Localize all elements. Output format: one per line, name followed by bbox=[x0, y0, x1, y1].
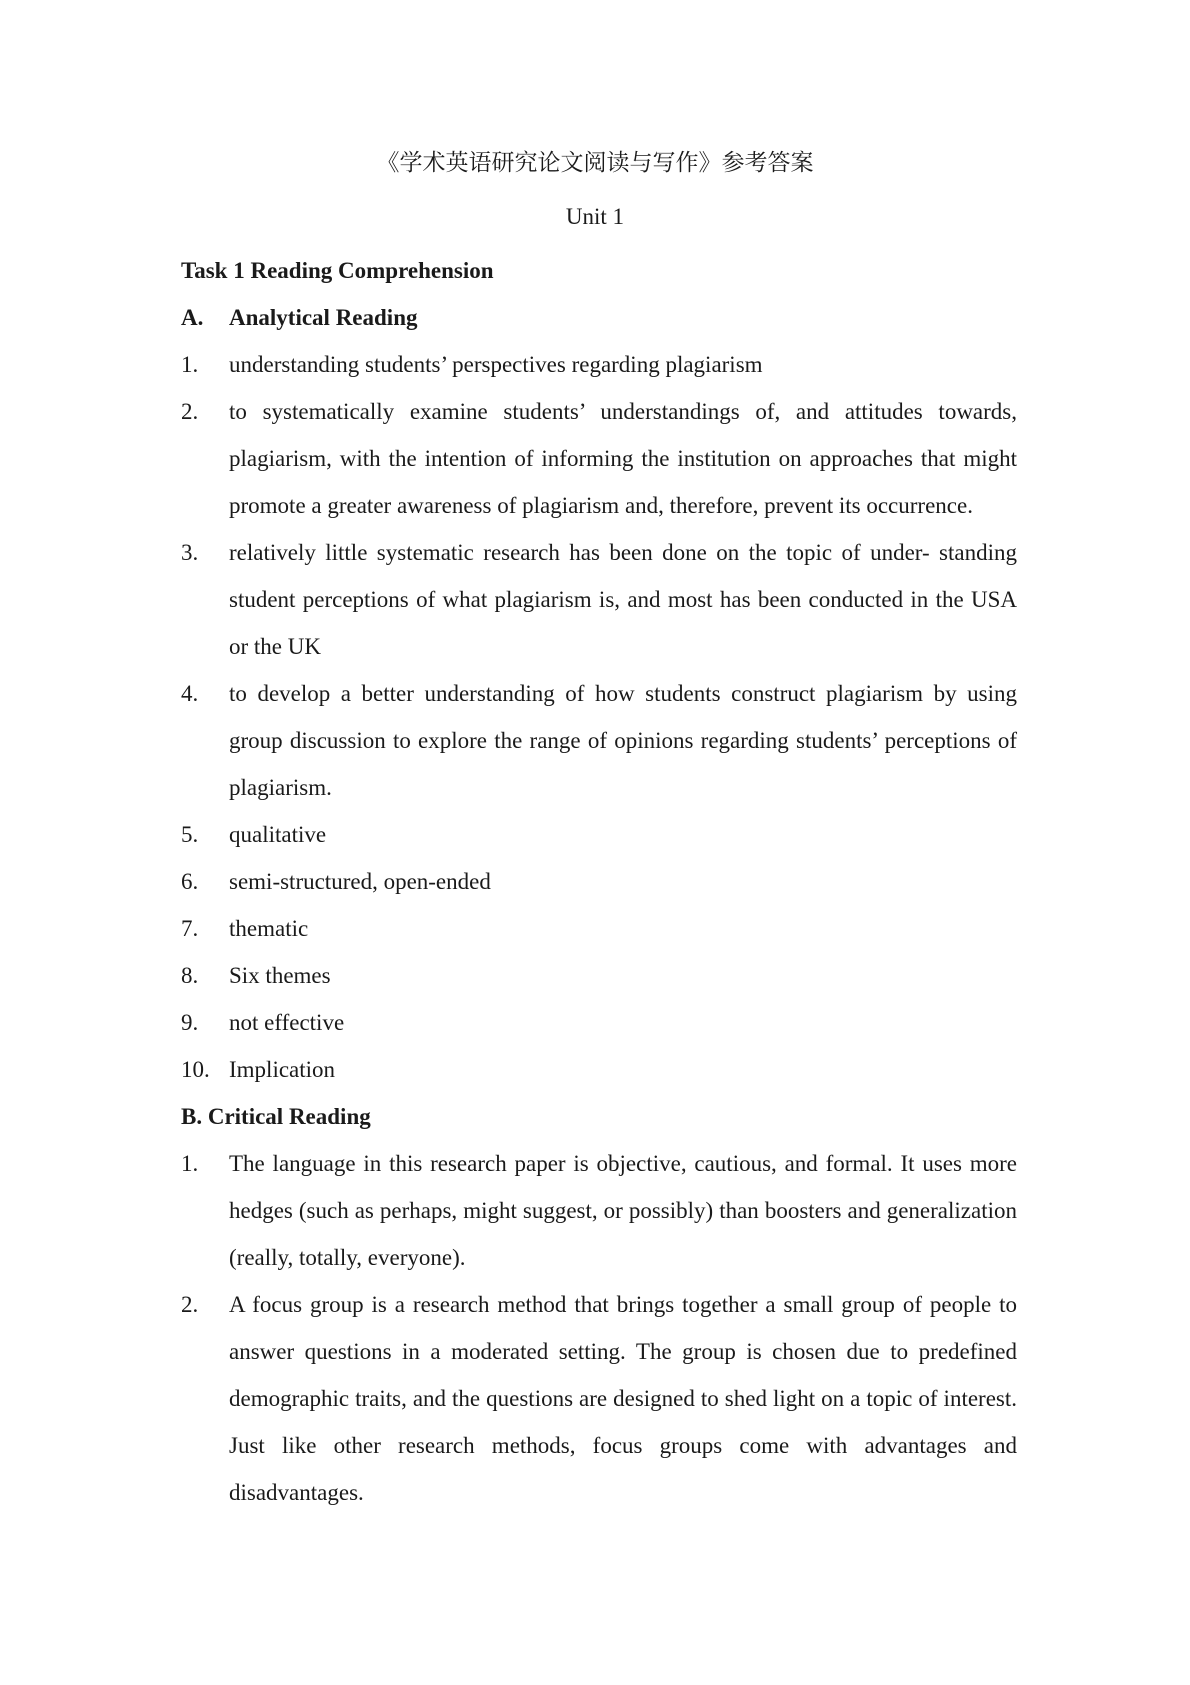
item-text: Six themes bbox=[229, 963, 331, 988]
item-number: 2. bbox=[181, 399, 199, 424]
item-text: understanding students’ perspectives regarding plagiarism bbox=[229, 352, 763, 377]
item-text: The language in this research paper is objective, cautious, and formal. It uses more hedges (such as perhaps, might suggest, or possibly) than boosters and generalization (really, totally, everyone). bbox=[229, 1151, 1017, 1270]
list-item bbox=[181, 999, 1017, 1046]
list-item bbox=[181, 529, 1017, 670]
list-item bbox=[181, 858, 1017, 905]
item-text: to systematically examine students’ understandings of, and attitudes towards, plagiarism, with the intention of informing the institution on approaches that might promote a greater awareness of plagiarism and, therefore, prevent its occurrence. bbox=[229, 399, 1017, 518]
item-number: 4. bbox=[181, 681, 199, 706]
document-title: 《学术英语研究论文阅读与写作》参考答案 bbox=[376, 150, 814, 176]
list-item bbox=[181, 1046, 1017, 1093]
list-item bbox=[181, 952, 1017, 999]
item-number: 8. bbox=[181, 963, 199, 988]
item-text: Implication bbox=[229, 1057, 336, 1082]
list-item bbox=[181, 905, 1017, 952]
item-text: semi-structured, open-ended bbox=[229, 869, 491, 894]
item-text: qualitative bbox=[229, 822, 327, 847]
list-item bbox=[181, 1281, 1017, 1516]
item-text: A focus group is a research method that brings together a small group of people to answer questions in a moderated setting. The group is chosen due to predefined demographic traits, and the questions are designed to shed light on a topic of interest. Just like other research methods, focus groups come with advantages and disadvantages. bbox=[229, 1292, 1017, 1505]
list-item bbox=[181, 388, 1017, 529]
item-text: to develop a better understanding of how students construct plagiarism by using group discussion to explore the range of opinions regarding students’ perceptions of plagiarism. bbox=[229, 681, 1017, 800]
list-item bbox=[181, 1140, 1017, 1281]
item-text: relatively little systematic research has been done on the topic of under- standing student perceptions of what plagiarism is, and most has been conducted in the USA or the UK bbox=[229, 540, 1017, 659]
unit-heading: Unit 1 bbox=[565, 204, 625, 229]
item-number: 1. bbox=[181, 1151, 199, 1176]
item-number: 10. bbox=[181, 1057, 210, 1082]
item-number: 2. bbox=[181, 1292, 199, 1317]
item-number: 6. bbox=[181, 869, 199, 894]
item-text: not effective bbox=[229, 1010, 345, 1035]
document-body bbox=[181, 247, 1017, 1516]
list-item bbox=[181, 341, 1017, 388]
section-a-title: Analytical Reading bbox=[229, 305, 418, 330]
section-a-label: A. bbox=[181, 305, 204, 330]
item-number: 7. bbox=[181, 916, 199, 941]
item-number: 1. bbox=[181, 352, 199, 377]
list-item bbox=[181, 811, 1017, 858]
section-a-list bbox=[181, 341, 1017, 1093]
task-heading: Task 1 Reading Comprehension bbox=[181, 258, 494, 283]
item-text: thematic bbox=[229, 916, 309, 941]
item-number: 9. bbox=[181, 1010, 199, 1035]
section-b-heading: B. Critical Reading bbox=[181, 1104, 371, 1129]
item-number: 3. bbox=[181, 540, 199, 565]
list-item bbox=[181, 670, 1017, 811]
item-number: 5. bbox=[181, 822, 199, 847]
section-b-list bbox=[181, 1140, 1017, 1516]
section-a-heading bbox=[181, 294, 1017, 341]
